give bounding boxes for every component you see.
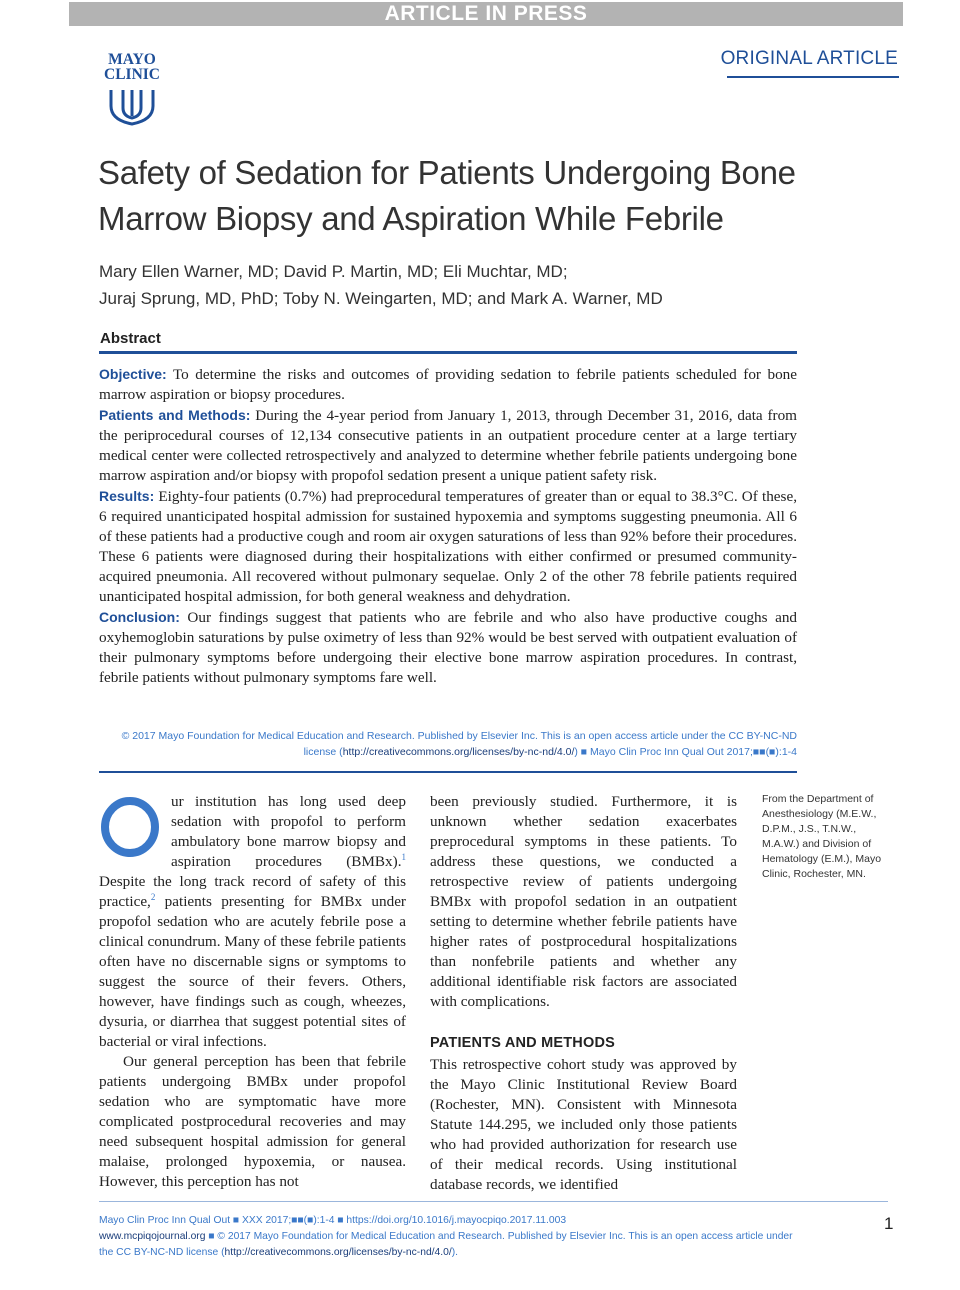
methods-paragraph-1: This retrospective cohort study was approved by the Mayo Clinic Institutional Review Board (Rochester, MN). Consistent with Minnesota Statute 144.295, we included only those patients who had provided authorization for research use of their medical records. Using institutional database records, we identified [430, 1056, 737, 1193]
footer-citation-line: Mayo Clin Proc Inn Qual Out ■ XXX 2017;■■(■):1-4 ■ https://doi.org/10.1016/j.mayocpiqo.2017.11.003 [99, 1215, 567, 1226]
copyright-citation: ) ■ Mayo Clin Proc Inn Qual Out 2017;■■(■):1-4 [574, 746, 797, 758]
intro-paragraph-3: been previously studied. Furthermore, it is unknown whether sedation exacerbates preprocedural symptoms in these patients. To address these questions, we conducted a retrospective review of patients undergoing BMBx with propofol sedation in an outpatient setting to determine whether febrile patients have higher rates of postprocedural hospitalizations than nonfebrile patients and whether any additional identifiable risk factors are associated with complications. [430, 793, 737, 1010]
logo-text-line2: CLINIC [104, 66, 160, 83]
article-type-label: ORIGINAL ARTICLE [720, 48, 898, 69]
abstract-methods [99, 405, 797, 486]
drop-cap-letter: O [99, 796, 100, 797]
footer-copyright: ■ © 2017 Mayo Foundation for Medical Education and Research. Published by Elsevier Inc. This is an open access article under [205, 1231, 793, 1242]
objective-label: Objective: [99, 366, 167, 382]
methods-label: Patients and Methods: [99, 407, 251, 423]
article-title: Safety of Sedation for Patients Undergoing Bone Marrow Biopsy and Aspiration While Febrile [98, 154, 796, 237]
abstract-copyright-line1: © 2017 Mayo Foundation for Medical Education and Research. Published by Elsevier Inc. This is an open access article under the CC BY-NC-ND [121, 730, 797, 742]
abstract-objective [99, 364, 797, 405]
intro-paragraph-2: Our general perception has been that febrile patients undergoing BMBx under propofol sedation who are symptomatic have more complicated postprocedural recoveries and may need subsequent hospital admission for general malaise, prolonged hypoxemia, or nausea. However, this perception has not [99, 1053, 406, 1190]
intro-text-a: ur institution has long used deep sedation with propofol to perform ambulatory bone marrow biopsy and aspiration procedures (BMBx). [171, 793, 406, 870]
body-column-middle [430, 792, 737, 1195]
license-link[interactable]: http://creativecommons.org/licenses/by-nc-nd/4.0/ [342, 746, 575, 758]
intro-text-c: patients presenting for BMBx under propofol sedation who are acutely febrile pose a clinical conundrum. Many of these febrile patients often have no discernable signs or symptoms to suggest the source of their fevers. Others, however, have findings such as cough, wheezes, dysuria, or diarrhea that suggest potential sites of bacterial or viral infections. [99, 893, 406, 1050]
methods-text: During the 4-year period from January 1, 2013, through December 31, 2016, data from the periprocedural courses of 12,134 consecutive patients in an outpatient procedure center at a large tertiary medical center were collected retrospectively and analyzed to determine whether febrile patients undergoing bone marrow aspiration and/or biopsy with propofol sedation present a unique patient safety risk. [99, 407, 797, 484]
results-text: Eighty-four patients (0.7%) had preprocedural temperatures of greater than or equal to 38.3°C. Of these, 6 required unanticipated hospital admission for sustained hypoxemia and symptoms suggesting pneumonia. All 6 of these patients had a productive cough and room air oxygen saturations of less than 92% before their procedures. These 6 patients were diagnosed during their hospitalizations with either confirmed or presumed community-acquired pneumonia. All recovered without pulmonary sequelae. Only 2 of the other 78 febrile patients required unanticipated hospital admission, for both general weakness and dehydration. [99, 488, 797, 605]
footer-line2 [99, 1229, 859, 1245]
footer-line3 [99, 1245, 859, 1261]
copyright-license-text: license ( [303, 746, 343, 758]
objective-text: To determine the risks and outcomes of providing sedation to febrile patients scheduled for bone marrow aspiration or biopsy procedures. [99, 366, 798, 403]
abstract-conclusion [99, 607, 797, 688]
methods-section-heading: PATIENTS AND METHODS [430, 1035, 615, 1051]
footer-rule [99, 1201, 888, 1202]
citation-ref-1[interactable]: 1 [401, 851, 406, 862]
abstract-end-rule [99, 771, 797, 773]
conclusion-label: Conclusion: [99, 609, 180, 625]
abstract-body [99, 364, 797, 688]
drop-cap-o [99, 796, 165, 858]
body-column-left [99, 792, 406, 1192]
abstract-heading: Abstract [100, 330, 161, 347]
abstract-results [99, 486, 797, 607]
mayo-clinic-logo [96, 52, 168, 126]
intro-text-b: Despite the long track record of safety of this practice, [99, 873, 406, 910]
abstract-rule [99, 351, 797, 354]
author-affiliations: From the Department of Anesthesiology (M.E.W., D.P.M., J.S., T.N.W., M.A.W.) and Division of Hematology (E.M.), Mayo Clinic, Rochester, MN. [762, 793, 882, 880]
article-in-press-banner: ARTICLE IN PRESS [69, 2, 903, 26]
footer-license-end: ). [451, 1247, 459, 1258]
conclusion-text: Our findings suggest that patients who are febrile and who also have productive coughs and oxyhemoglobin saturations by pulse oximetry of less than 92% would be best served with outpatient evaluation of their pulmonary symptoms before undergoing their elective bone marrow aspiration procedures. In contrast, febrile patients without pulmonary symptoms fare well. [99, 609, 798, 686]
page-number: 1 [884, 1214, 894, 1233]
mayo-shield-icon [107, 86, 157, 126]
citation-ref-2[interactable]: 2 [150, 891, 156, 902]
journal-website-link[interactable]: www.mcpiqojournal.org [99, 1231, 206, 1242]
authors-line1: Mary Ellen Warner, MD; David P. Martin, MD; Eli Muchtar, MD; [99, 262, 568, 281]
article-type-rule [727, 76, 899, 78]
author-list [99, 258, 799, 312]
abstract-copyright [99, 728, 797, 760]
logo-text-line1: MAYO [108, 51, 156, 68]
footer-license-link[interactable]: http://creativecommons.org/licenses/by-nc-nd/4.0/ [224, 1247, 452, 1258]
abstract-copyright-line2 [99, 744, 797, 760]
footer-license-text: the CC BY-NC-ND license ( [99, 1247, 225, 1258]
results-label: Results: [99, 488, 155, 504]
authors-line2: Juraj Sprung, MD, PhD; Toby N. Weingarten, MD; and Mark A. Warner, MD [99, 289, 663, 308]
page-footer [99, 1213, 859, 1261]
